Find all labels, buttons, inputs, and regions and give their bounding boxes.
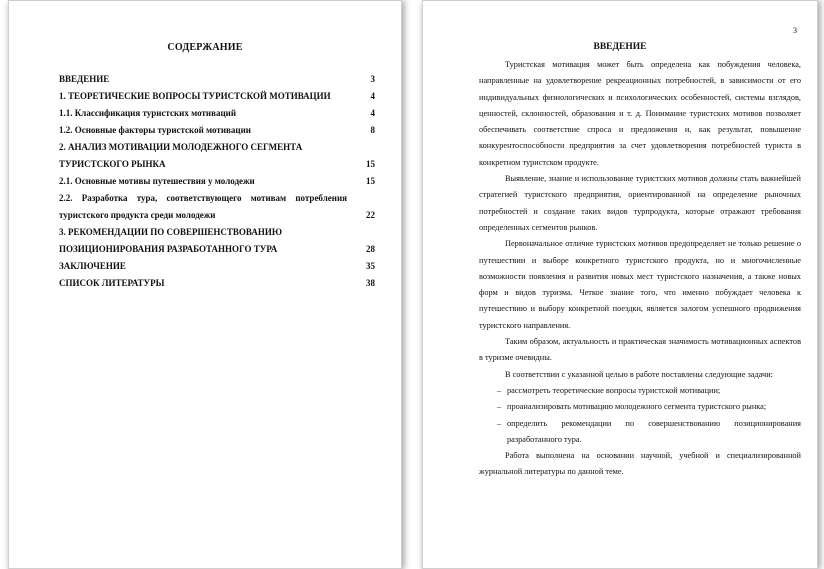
task-text: рассмотреть теоретические вопросы туристской мотивации; [507, 385, 721, 395]
toc-entry-text: 1. ТЕОРЕТИЧЕСКИЕ ВОПРОСЫ ТУРИСТСКОЙ МОТИВАЦИИ [59, 91, 331, 101]
toc-entry [59, 71, 375, 88]
task-list-item [479, 383, 801, 399]
toc-entry-page: 4 [370, 108, 375, 118]
toc-entry-page: 15 [366, 176, 375, 186]
paragraph: В соответствии с указанной целью в работе поставлены следующие задачи: [505, 369, 773, 379]
task-list-item [479, 399, 801, 415]
intro-title: ВВЕДЕНИЕ [593, 42, 647, 52]
toc-page [8, 0, 402, 569]
toc-entry-page: 22 [366, 210, 375, 220]
toc-entry [59, 275, 375, 292]
bullet-marker: – [497, 385, 502, 395]
closing-paragraph: Работа выполнена на основании научной, учебной и специализированной журнальной литературы по данной теме. [479, 451, 801, 477]
toc-entry-page: 3 [370, 74, 375, 84]
paragraph: Таким образом, актуальность и практическая значимость мотивационных аспектов в туризме очевидны. [479, 337, 801, 363]
toc-entry-text: 2.2. Разработка тура, соответствующего мотивам потребления туристского продукта среди молодежи [59, 193, 347, 220]
bullet-marker: – [497, 402, 502, 412]
toc-entry-text: 3. РЕКОМЕНДАЦИИ ПО СОВЕРШЕНСТВОВАНИЮ ПОЗИЦИОНИРОВАНИЯ РАЗРАБОТАННОГО ТУРА [59, 227, 282, 254]
toc-entry-page: 35 [366, 261, 375, 271]
task-list-item [479, 416, 801, 449]
toc-entry-page: 15 [366, 159, 375, 169]
toc-list [59, 71, 375, 292]
toc-entry-text: 1.1. Классификация туристских мотиваций [59, 108, 237, 118]
toc-entry [59, 173, 375, 190]
toc-entry [59, 224, 375, 258]
toc-entry-text: 2. АНАЛИЗ МОТИВАЦИИ МОЛОДЕЖНОГО СЕГМЕНТА ТУРИСТСКОГО РЫНКА [59, 142, 303, 169]
toc-entry-page: 38 [366, 278, 375, 288]
paragraph: Выявление, знание и использование туристских мотивов должны стать важнейшей стратегией туристского предприятия, ориентированной на определение рыночных потребностей и создание таких видов турпродукта, которые отражают требования определенных сегментов рынков. [479, 174, 801, 232]
toc-entry-page: 4 [370, 91, 375, 101]
toc-entry [59, 190, 375, 224]
toc-title: СОДЕРЖАНИЕ [167, 42, 243, 53]
page-number: 3 [793, 26, 797, 35]
toc-entry-text: СПИСОК ЛИТЕРАТУРЫ [59, 278, 165, 288]
task-text: проанализировать мотивацию молодежного сегмента туристского рынка; [507, 402, 767, 412]
paragraph: Первоначальное отличие туристских мотивов предопределяет не только решение о путешествии и выборе конкретного туристского продукта, но и многочисленные возможности появления и развития новых мест туристского назначения, а также новых форм и видов туризма. Четкое знание того, что именно побуждает человека к путешествию и выбору конкретной поездки, является залогом успешного продвижения туристского направления. [479, 239, 801, 330]
toc-entry [59, 88, 375, 105]
toc-entry-text: ЗАКЛЮЧЕНИЕ [59, 261, 126, 271]
intro-body [479, 57, 801, 481]
toc-entry [59, 105, 375, 122]
toc-entry [59, 122, 375, 139]
toc-entry-text: ВВЕДЕНИЕ [59, 74, 110, 84]
toc-entry-text: 2.1. Основные мотивы путешествия у молодежи [59, 176, 255, 186]
toc-entry-page: 8 [370, 125, 375, 135]
bullet-marker: – [497, 418, 502, 428]
toc-entry-text: 1.2. Основные факторы туристской мотивации [59, 125, 251, 135]
toc-entry-page: 28 [366, 244, 375, 254]
task-text: определить рекомендации по совершенствованию позиционирования разработанного тура. [507, 418, 801, 444]
paragraph: Туристская мотивация может быть определена как побуждения человека, направленные на удовлетворение рекреационных потребностей, в зависимости от его индивидуальных физиологических и психологических особенностей, системы взглядов, ценностей, склонностей, образования и т. д. Понимание туристских мотивов позволяет обеспечивать соответствие спроса и предложения и, как результат, повышение конкурентоспособности предприятия за счет удовлетворения потребностей туриста в конкретном туристском продукте. [479, 60, 801, 167]
toc-entry [59, 139, 375, 173]
toc-entry [59, 258, 375, 275]
intro-page [422, 0, 818, 569]
